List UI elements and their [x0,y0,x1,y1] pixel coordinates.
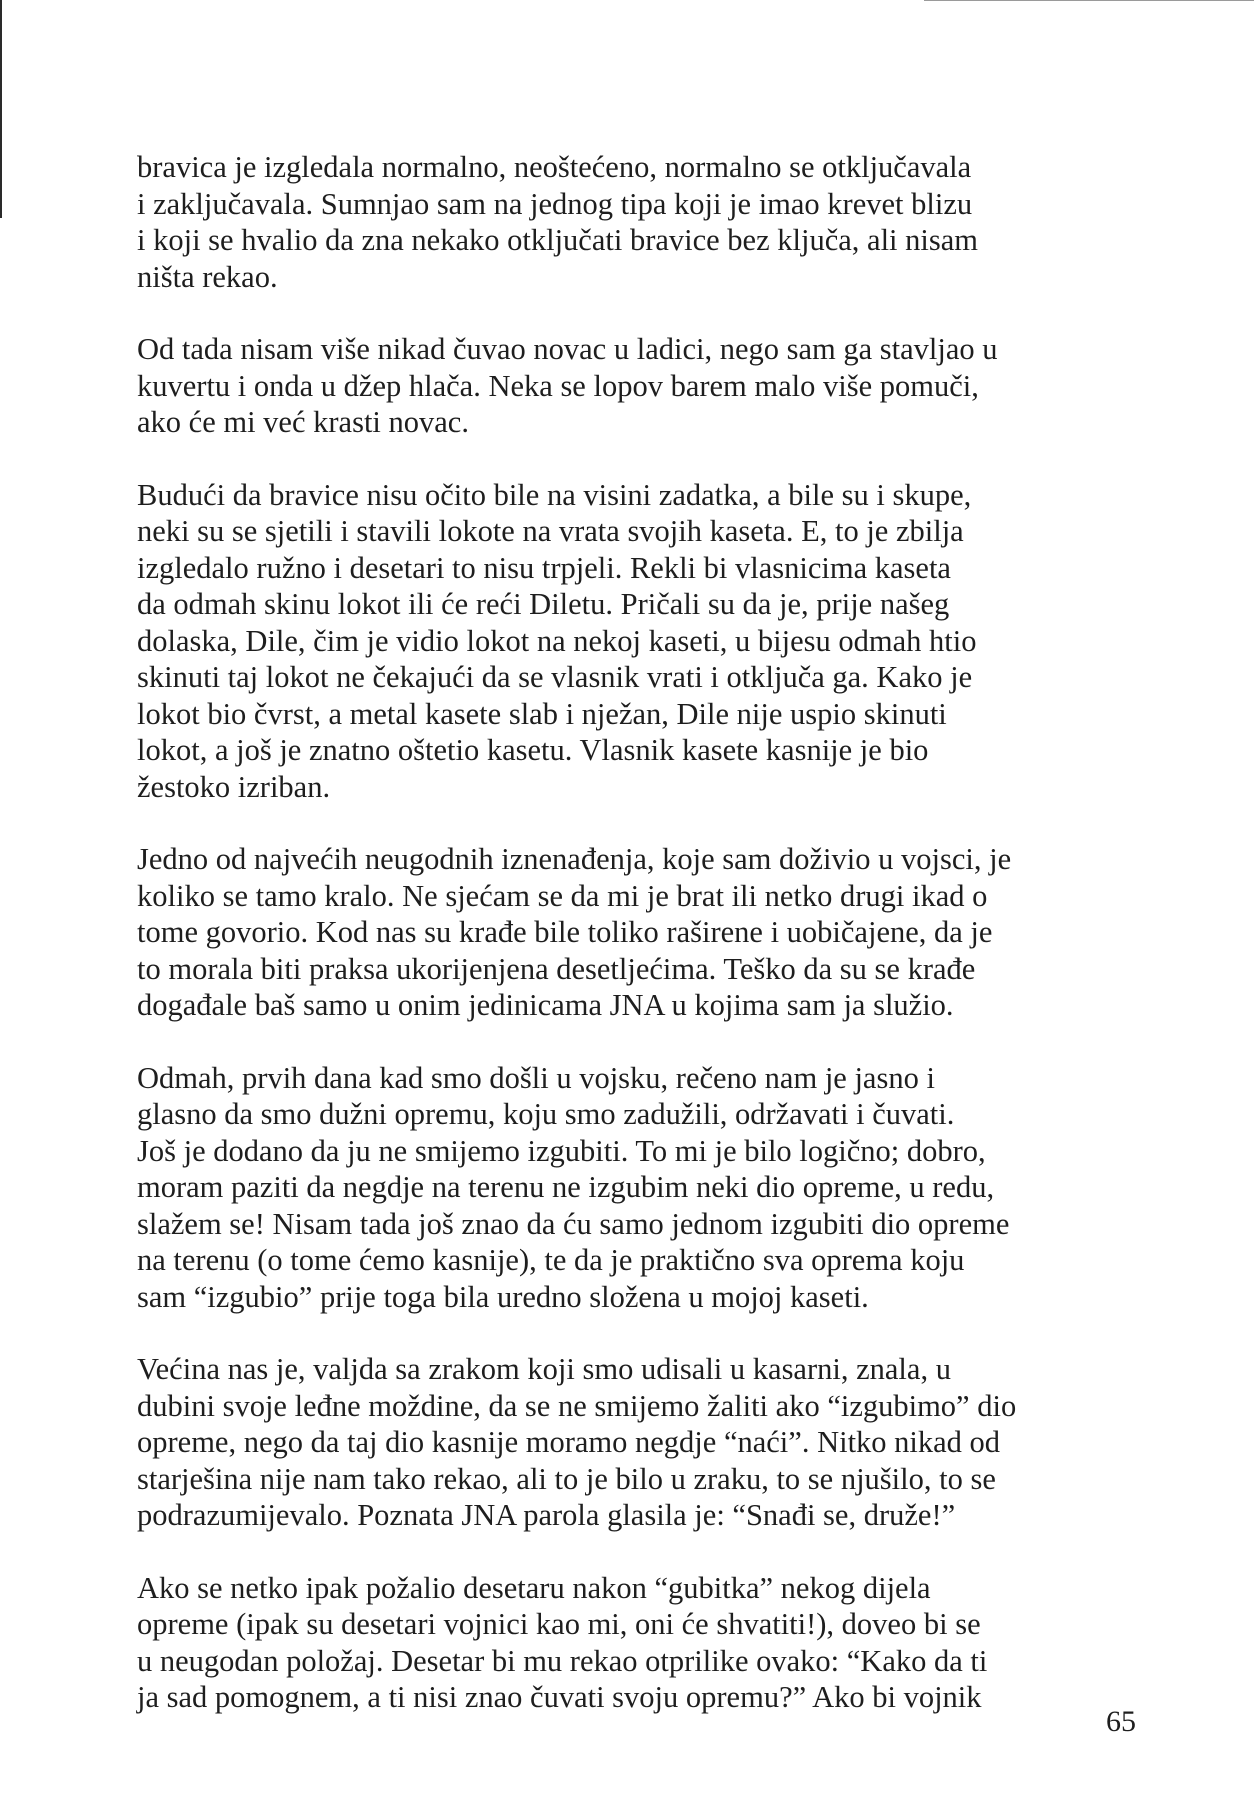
scan-edge-left [0,0,2,218]
text-line: žestoko izriban. [137,769,331,804]
text-line: to morala biti praksa ukorijenjena desetljećima. Teško da su se krađe [137,951,976,986]
text-line: dubini svoje leđne moždine, da se ne smijemo žaliti ako “izgubimo” dio [137,1388,1017,1423]
text-line: bravica je izgledala normalno, neoštećeno, normalno se otključavala [137,150,972,184]
text-line: u neugodan položaj. Desetar bi mu rekao otprilike ovako: “Kako da ti [137,1643,988,1678]
text-line: da odmah skinu lokot ili će reći Diletu. Pričali su da je, prije našeg [137,587,950,621]
text-line: izgledalo ružno i desetari to nisu trpjeli. Rekli bi vlasnicima kaseta [137,550,951,585]
page-number: 65 [1106,1705,1136,1738]
text-line: i zaključavala. Sumnjao sam na jednog tipa koji je imao krevet blizu [137,186,973,221]
text-line: kuvertu i onda u džep hlača. Neka se lopov barem malo više pomuči, [137,368,979,403]
text-line: Još je dodano da ju ne smijemo izgubiti. To mi je bilo logično; dobro, [137,1133,986,1168]
text-line: starješina nije nam tako rekao, ali to je bilo u zraku, to se njušilo, to se [137,1461,996,1496]
text-line: sam “izgubio” prije toga bila uredno složena u mojoj kaseti. [137,1279,869,1314]
text-line: skinuti taj lokot ne čekajući da se vlasnik vrati i otključa ga. Kako je [137,660,973,694]
text-line: dolaska, Dile, čim je vidio lokot na nekoj kaseti, u bijesu odmah htio [137,623,977,658]
text-line: podrazumijevalo. Poznata JNA parola glasila je: “Snađi se, druže!” [137,1498,956,1532]
text-line: tome govorio. Kod nas su krađe bile toliko raširene i uobičajene, da je [137,915,993,949]
text-line: Jedno od najvećih neugodnih iznenađenja, koje sam doživio u vojsci, je [137,842,1012,876]
text-line: koliko se tamo kralo. Ne sjećam se da mi je brat ili netko drugi ikad o [137,878,988,913]
text-line: i koji se hvalio da zna nekako otključati bravice bez ključa, ali nisam [137,223,978,257]
paragraph-6 [137,1351,1097,1534]
paragraph-5 [137,1060,1097,1316]
paragraph-1 [137,149,1097,295]
text-line: Većina nas je, valjda sa zrakom koji smo udisali u kasarni, znala, u [137,1352,951,1386]
text-line: glasno da smo dužni opremu, koju smo zadužili, održavati i čuvati. [137,1097,955,1131]
text-line: ništa rekao. [137,259,278,294]
text-line: na terenu (o tome ćemo kasnije), te da je praktično sva oprema koju [137,1243,965,1277]
text-line: lokot bio čvrst, a metal kasete slab i nježan, Dile nije uspio skinuti [137,696,947,731]
text-line: Odmah, prvih dana kad smo došli u vojsku, rečeno nam je jasno i [137,1060,935,1095]
text-line: ja sad pomognem, a ti nisi znao čuvati svoju opremu?” Ako bi vojnik [137,1680,982,1714]
paragraph-3 [137,477,1097,806]
text-line: neki su se sjetili i stavili lokote na vrata svojih kaseta. E, to je zbilja [137,514,964,548]
text-line: Ako se netko ipak požalio desetaru nakon “gubitka” nekog dijela [137,1570,931,1605]
paragraph-7 [137,1570,1097,1716]
text-line: ako će mi već krasti novac. [137,405,469,439]
text-line: lokot, a još je znatno oštetio kasetu. Vlasnik kasete kasnije je bio [137,733,929,767]
paragraph-4 [137,841,1097,1024]
text-line: događale baš samo u onim jedinicama JNA u kojima sam ja služio. [137,988,954,1022]
text-line: opreme, nego da taj dio kasnije moramo negdje “naći”. Nitko nikad od [137,1425,1001,1459]
scan-edge-top [924,0,1254,1]
paragraph-2 [137,331,1097,441]
body-text [137,149,1097,1752]
text-line: Od tada nisam više nikad čuvao novac u ladici, nego sam ga stavljao u [137,332,998,366]
text-line: Budući da bravice nisu očito bile na visini zadatka, a bile su i skupe, [137,477,972,512]
text-line: opreme (ipak su desetari vojnici kao mi, oni će shvatiti!), doveo bi se [137,1607,981,1641]
text-line: moram paziti da negdje na terenu ne izgubim neki dio opreme, u redu, [137,1170,995,1204]
text-line: slažem se! Nisam tada još znao da ću samo jednom izgubiti dio opreme [137,1206,1010,1241]
